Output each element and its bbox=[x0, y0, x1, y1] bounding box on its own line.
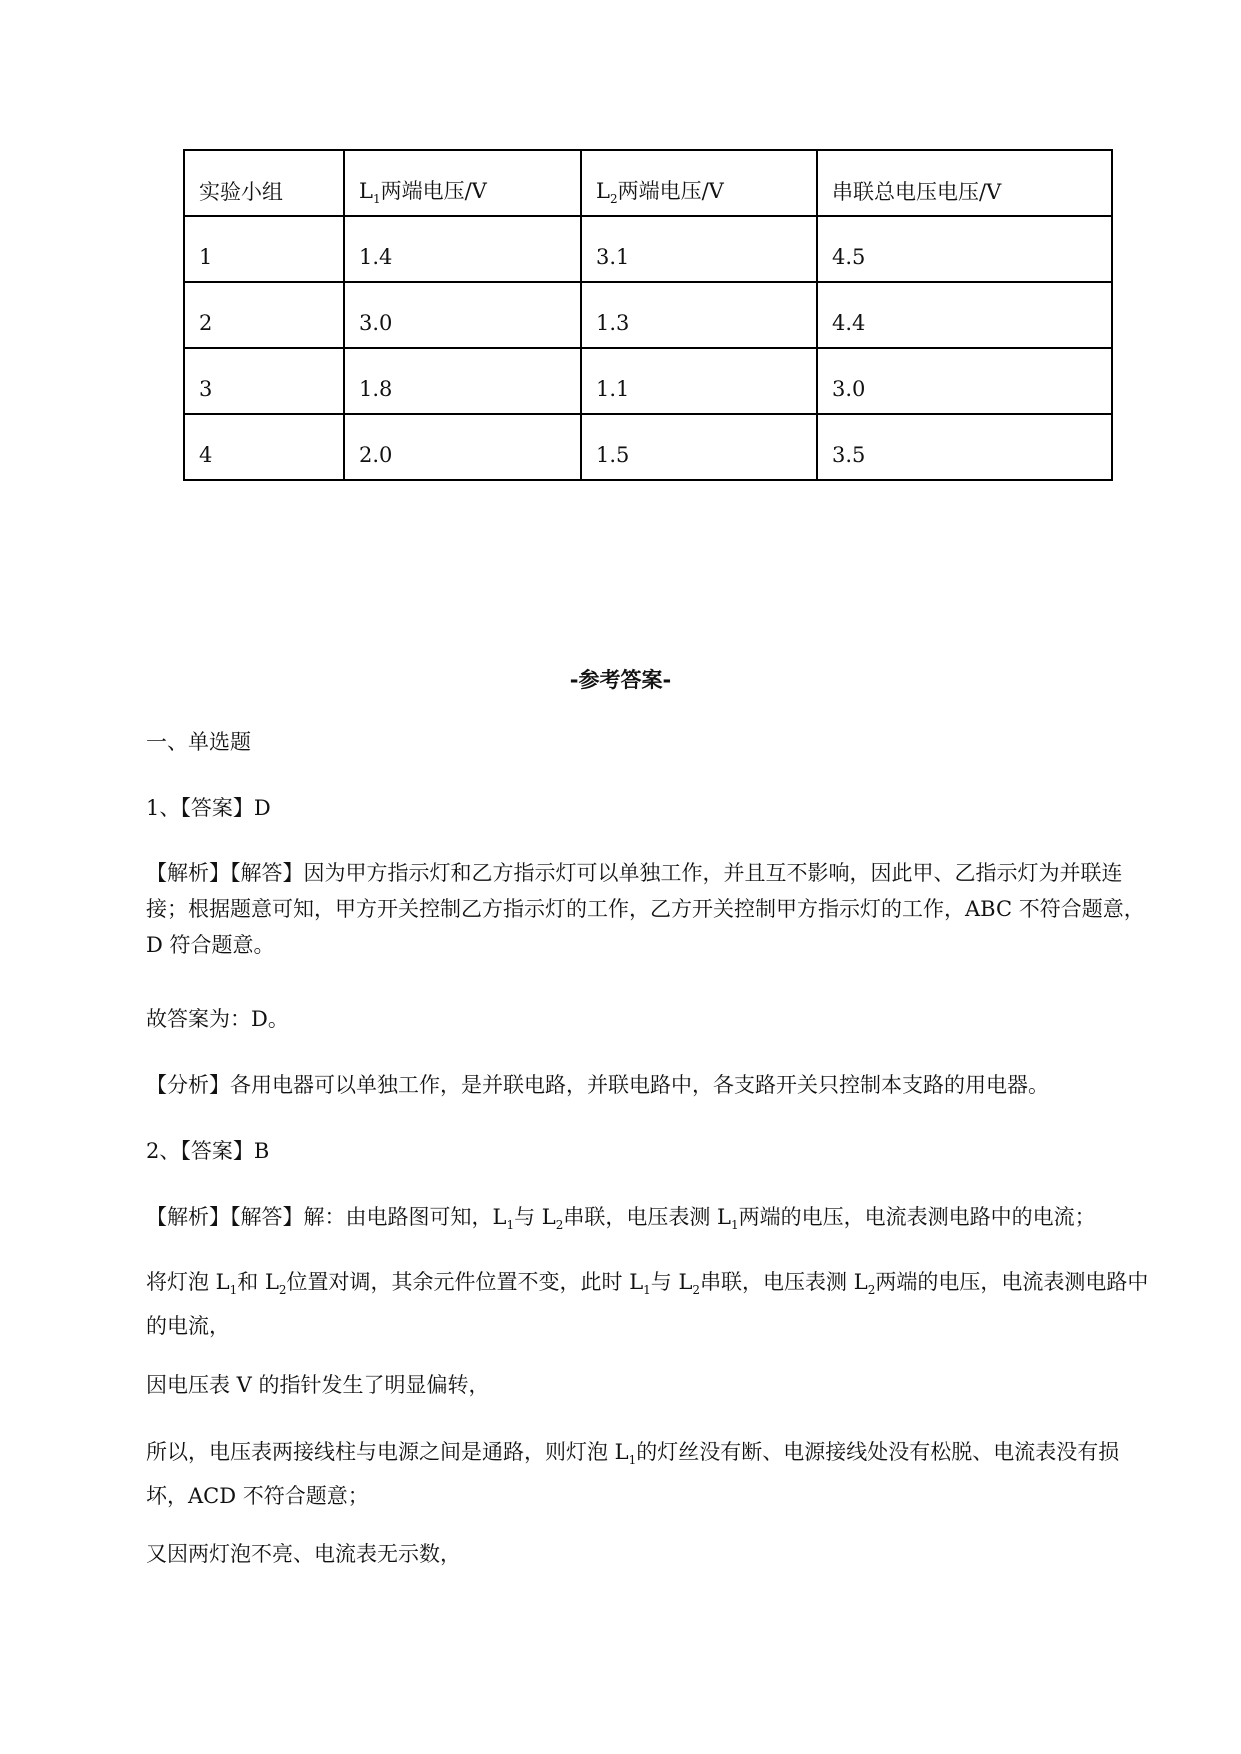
table-cell: 1 bbox=[184, 216, 344, 282]
table-cell: 3.5 bbox=[817, 414, 1112, 480]
table-cell: 3 bbox=[184, 348, 344, 414]
table-cell: 4 bbox=[184, 414, 344, 480]
table-cell: 3.0 bbox=[344, 282, 581, 348]
table-header-cell: 实验小组 bbox=[184, 150, 344, 216]
table-cell: 3.0 bbox=[817, 348, 1112, 414]
q1-conclusion: 故答案为：D。 bbox=[146, 1007, 289, 1031]
voltage-table bbox=[183, 149, 1113, 481]
table-row bbox=[184, 414, 1112, 480]
q2-line-1: 【解析】【解答】解：由电路图可知，$L_1$与 $L_2$串联，电压表测 $L_1$两端的电压，电流表测电路中的电流； bbox=[146, 1205, 1096, 1233]
table-cell: 2.0 bbox=[344, 414, 581, 480]
table-cell: 1.5 bbox=[581, 414, 817, 480]
q1-summary: 【分析】各用电器可以单独工作，是并联电路，并联电路中，各支路开关只控制本支路的用电器。 bbox=[146, 1073, 1049, 1097]
table-header-cell: 串联总电压电压/V bbox=[817, 150, 1112, 216]
table-cell: 1.3 bbox=[581, 282, 817, 348]
table-cell: 1.1 bbox=[581, 348, 817, 414]
table-row bbox=[184, 282, 1112, 348]
q2-line-4: 所以，电压表两接线柱与电源之间是通路，则灯泡 $L_1$的灯丝没有断、电源接线处没有松脱、电流表没有损坏，ACD 不符合题意； bbox=[146, 1440, 1120, 1509]
table-cell: 1.8 bbox=[344, 348, 581, 414]
q2-answer: 2、【答案】B bbox=[146, 1139, 270, 1163]
section-heading: 一、单选题 bbox=[146, 730, 251, 754]
answers-title: -参考答案- bbox=[569, 668, 672, 692]
table-header-cell: $L_2$两端电压/V bbox=[581, 150, 817, 216]
table-row bbox=[184, 348, 1112, 414]
table-cell: 3.1 bbox=[581, 216, 817, 282]
q2-line-2: 将灯泡 $L_1$和 $L_2$位置对调，其余元件位置不变，此时 $L_1$与 $L_2$串联，电压表测 $L_2$两端的电压，电流表测电路中的电流， bbox=[146, 1270, 1149, 1339]
table-header-row bbox=[184, 150, 1112, 216]
table-cell: 1.4 bbox=[344, 216, 581, 282]
table-cell: 4.5 bbox=[817, 216, 1112, 282]
q1-answer: 1、【答案】D bbox=[146, 796, 271, 820]
table-cell: 2 bbox=[184, 282, 344, 348]
q2-line-3: 因电压表 V 的指针发生了明显偏转， bbox=[146, 1373, 490, 1397]
table-cell: 4.4 bbox=[817, 282, 1112, 348]
table-header-cell: $L_1$两端电压/V bbox=[344, 150, 581, 216]
q1-analysis: 【解析】【解答】因为甲方指示灯和乙方指示灯可以单独工作，并且互不影响，因此甲、乙指示灯为并联连接；根据题意可知，甲方开关控制乙方指示灯的工作，乙方开关控制甲方指示灯的工作，ABC 不符合题意，D 符合题意。 bbox=[146, 861, 1145, 957]
q2-line-5: 又因两灯泡不亮、电流表无示数， bbox=[146, 1542, 461, 1566]
table-row bbox=[184, 216, 1112, 282]
